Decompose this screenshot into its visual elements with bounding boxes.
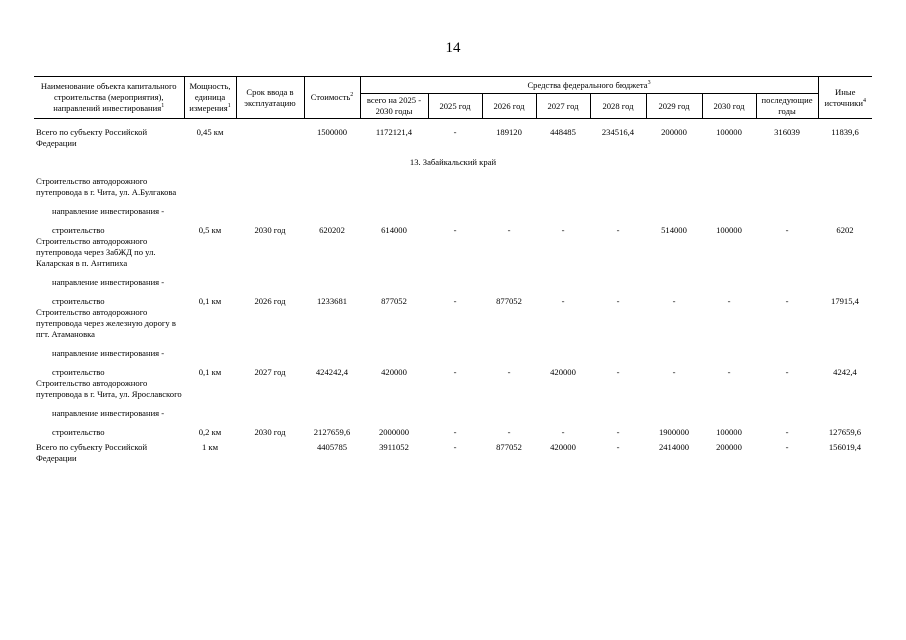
table-row: [34, 225, 872, 236]
cell-2028: -: [616, 427, 620, 437]
region-row: [34, 157, 872, 168]
header-other-sources: Иные источники$^4$: [818, 77, 872, 119]
direction-label: направление инвестирования -: [52, 277, 165, 287]
cell-2029: 200000: [661, 127, 687, 137]
cell-other: 6202: [836, 225, 854, 235]
cell-subsequent: -: [785, 225, 789, 235]
cell-other: 17915,4: [831, 296, 859, 306]
cell-2027: 420000: [550, 367, 576, 377]
header-2028: 2028 год: [590, 94, 646, 119]
cell-total: 2000000: [378, 427, 410, 437]
cell-commissioning: [236, 442, 304, 464]
cell-2029: 514000: [661, 225, 687, 235]
row-label: строительство: [52, 296, 105, 306]
cell-subsequent: -: [785, 296, 789, 306]
direction-row: [34, 408, 872, 419]
header-2027: 2027 год: [536, 94, 590, 119]
cell-commissioning: 2027 год: [254, 367, 286, 377]
cell-cost: 424242,4: [315, 367, 349, 377]
cell-2025: -: [453, 427, 457, 437]
total-label: Всего по субъекту Российской Федерации: [36, 127, 148, 148]
cell-2025: -: [453, 127, 457, 137]
cell-other: 127659,6: [828, 427, 862, 437]
cell-2026: -: [507, 367, 511, 377]
region-heading: 13. Забайкальский край: [409, 157, 497, 167]
cell-2025: -: [453, 442, 457, 452]
cell-2026: 877052: [496, 442, 522, 452]
direction-row: [34, 206, 872, 217]
cell-capacity: 0,2 км: [198, 427, 222, 437]
cell-2027: 448485: [550, 127, 576, 137]
cell-commissioning: 2030 год: [254, 427, 286, 437]
cell-capacity: 0,45 км: [196, 127, 224, 137]
cell-2026: -: [507, 427, 511, 437]
cell-2029: -: [672, 296, 676, 306]
cell-commissioning: 2026 год: [254, 296, 286, 306]
cell-2025: -: [453, 225, 457, 235]
cell-cost: 1233681: [316, 296, 348, 306]
cell-cost: 4405785: [316, 442, 348, 452]
cell-2029: 2414000: [658, 442, 690, 452]
cell-2025: -: [453, 296, 457, 306]
total-row-top: [34, 127, 872, 149]
cell-2029: 1900000: [658, 427, 690, 437]
cell-2030: -: [727, 296, 731, 306]
object-name: Строительство автодорожного путепровода через железную дорогу в пгт. Атамановка: [36, 307, 176, 339]
object-name-row: [34, 307, 872, 340]
cell-other: 156019,4: [828, 442, 862, 452]
cell-cost: 2127659,6: [313, 427, 351, 437]
total-label: Всего по субъекту Российской Федерации: [36, 442, 148, 463]
table-row: [34, 296, 872, 307]
direction-label: направление инвестирования -: [52, 206, 165, 216]
header-2029: 2029 год: [646, 94, 702, 119]
cell-2026: 877052: [496, 296, 522, 306]
cell-2030: 200000: [716, 442, 742, 452]
object-name: Строительство автодорожного путепровода в г. Чита, ул. А.Булгакова: [36, 176, 177, 197]
table-row: [34, 367, 872, 378]
cell-total: 3911052: [379, 442, 409, 452]
header-total: всего на 2025 - 2030 годы: [360, 94, 428, 119]
cell-subsequent: -: [785, 427, 789, 437]
object-name-row: [34, 236, 872, 269]
row-label: строительство: [52, 367, 105, 377]
cell-2028: 234516,4: [601, 127, 635, 137]
cell-2027: -: [561, 296, 565, 306]
cell-other: 4242,4: [833, 367, 857, 377]
cell-2030: 100000: [716, 427, 742, 437]
cell-total: 614000: [381, 225, 407, 235]
direction-label: направление инвестирования -: [52, 408, 165, 418]
cell-subsequent: 316039: [774, 127, 800, 137]
cell-2026: -: [507, 225, 511, 235]
header-cost: Стоимость$^2$: [304, 77, 360, 119]
cell-capacity: 1 км: [201, 442, 219, 452]
object-name-row: [34, 176, 872, 198]
cell-total: 420000: [381, 367, 407, 377]
object-name: Строительство автодорожного путепровода в г. Чита, ул. Ярославского: [36, 378, 182, 399]
cell-2028: -: [616, 296, 620, 306]
cell-2027: -: [561, 225, 565, 235]
cell-2028: -: [616, 442, 620, 452]
cell-2028: -: [616, 225, 620, 235]
investment-table: [34, 76, 872, 464]
header-2030: 2030 год: [702, 94, 756, 119]
cell-capacity: 0,1 км: [198, 296, 222, 306]
direction-row: [34, 277, 872, 288]
cell-other: 11839,6: [831, 127, 859, 137]
cell-commissioning: [236, 127, 304, 149]
cell-subsequent: -: [785, 442, 789, 452]
header-2026: 2026 год: [482, 94, 536, 119]
cell-2027: 420000: [550, 442, 576, 452]
cell-2026: 189120: [496, 127, 522, 137]
cell-2030: 100000: [716, 225, 742, 235]
cell-2030: 100000: [716, 127, 742, 137]
header-name: Наименование объекта капитального строительства (мероприятия), направлений инвестирования$^1$: [34, 77, 184, 119]
object-name: Строительство автодорожного путепровода через ЗабЖД по ул. Каларская в п. Антипиха: [36, 236, 156, 268]
cell-capacity: 0,1 км: [198, 367, 222, 377]
header-subsequent: последующие годы: [756, 94, 818, 119]
object-name-row: [34, 378, 872, 400]
cell-commissioning: 2030 год: [254, 225, 286, 235]
cell-2028: -: [616, 367, 620, 377]
cell-2025: -: [453, 367, 457, 377]
cell-2029: -: [672, 367, 676, 377]
header-capacity: Мощность, единица измерения$^1$: [184, 77, 236, 119]
cell-cost: 1500000: [316, 127, 348, 137]
cell-total: 877052: [381, 296, 407, 306]
cell-capacity: 0,5 км: [198, 225, 222, 235]
table-header: [34, 77, 872, 119]
direction-label: направление инвестирования -: [52, 348, 165, 358]
cell-2030: -: [727, 367, 731, 377]
direction-row: [34, 348, 872, 359]
cell-subsequent: -: [785, 367, 789, 377]
page-number: 14: [445, 40, 461, 56]
header-commissioning: Срок ввода в эксплуатацию: [236, 77, 304, 119]
cell-2027: -: [561, 427, 565, 437]
header-federal-budget: Средства федерального бюджета$^3$: [360, 77, 818, 94]
cell-cost: 620202: [319, 225, 345, 235]
table-row: [34, 427, 872, 438]
row-label: строительство: [52, 225, 105, 235]
total-row-bottom: [34, 442, 872, 464]
cell-total: 1172121,4: [375, 127, 413, 137]
header-2025: 2025 год: [428, 94, 482, 119]
row-label: строительство: [52, 427, 105, 437]
